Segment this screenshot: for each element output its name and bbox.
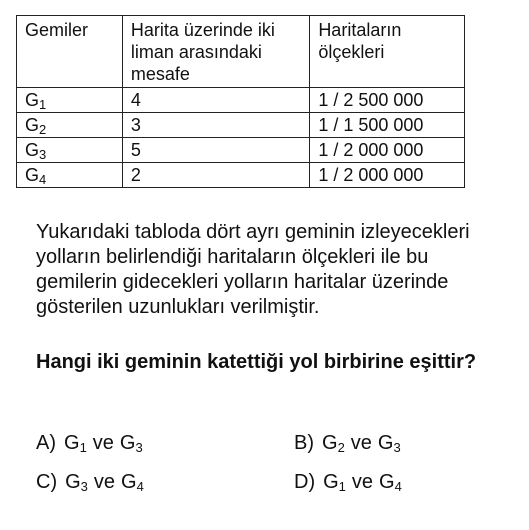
option-second-ship: $G_3$ xyxy=(119,432,143,455)
option-letter: A) xyxy=(36,432,56,454)
header-ships: Gemiler xyxy=(17,16,123,88)
table-row xyxy=(17,138,465,163)
scale-cell: 1 / 1 500 000 xyxy=(310,113,465,138)
scale-cell: 1 / 2 000 000 xyxy=(310,163,465,188)
scale-cell: 1 / 2 500 000 xyxy=(310,88,465,113)
option-joiner: ve xyxy=(92,432,114,454)
ship-cell: $G_4$ xyxy=(17,163,123,188)
scale-table xyxy=(16,15,465,188)
option-joiner: ve xyxy=(350,432,372,454)
header-scale: Haritaların ölçekleri xyxy=(310,16,465,88)
table-row xyxy=(17,113,465,138)
option-first-ship: $G_3$ xyxy=(65,471,88,494)
distance-cell: 2 xyxy=(122,163,309,188)
distance-cell: 4 xyxy=(122,88,309,113)
option-letter: D) xyxy=(294,471,316,493)
option-b[interactable] xyxy=(294,431,401,455)
table-row xyxy=(17,163,465,188)
option-a[interactable] xyxy=(36,431,143,455)
option-first-ship: $G_1$ xyxy=(323,471,346,494)
header-distance: Harita üzerinde iki liman arasındaki mesafe xyxy=(122,16,309,88)
option-joiner: ve xyxy=(351,471,374,493)
distance-cell: 3 xyxy=(122,113,309,138)
option-second-ship: $G_3$ xyxy=(377,432,401,455)
option-d[interactable] xyxy=(294,470,402,494)
option-c[interactable] xyxy=(36,470,144,494)
table-header-row xyxy=(17,16,465,88)
question-stem: Yukarıdaki tabloda dört ayrı geminin izleyecekleri yolların belirlendiği haritaların ölçekleri ile bu gemilerin gidecekleri yolların haritalar üzerinde gösterilen uzunlukları verilmiştir. xyxy=(36,221,470,318)
option-letter: C) xyxy=(36,471,58,493)
option-letter: B) xyxy=(294,432,314,454)
option-second-ship: $G_4$ xyxy=(379,471,402,494)
scale-cell: 1 / 2 000 000 xyxy=(310,138,465,163)
ship-cell: $G_3$ xyxy=(17,138,123,163)
option-first-ship: $G_2$ xyxy=(322,432,345,455)
question-text: Hangi iki geminin katettiği yol birbirine eşittir? xyxy=(36,351,477,373)
ship-cell: $G_2$ xyxy=(17,113,123,138)
option-second-ship: $G_4$ xyxy=(121,471,144,494)
option-first-ship: $G_1$ xyxy=(64,432,87,455)
table-row xyxy=(17,88,465,113)
ship-cell: $G_1$ xyxy=(17,88,123,113)
distance-cell: 5 xyxy=(122,138,309,163)
option-joiner: ve xyxy=(93,471,116,493)
